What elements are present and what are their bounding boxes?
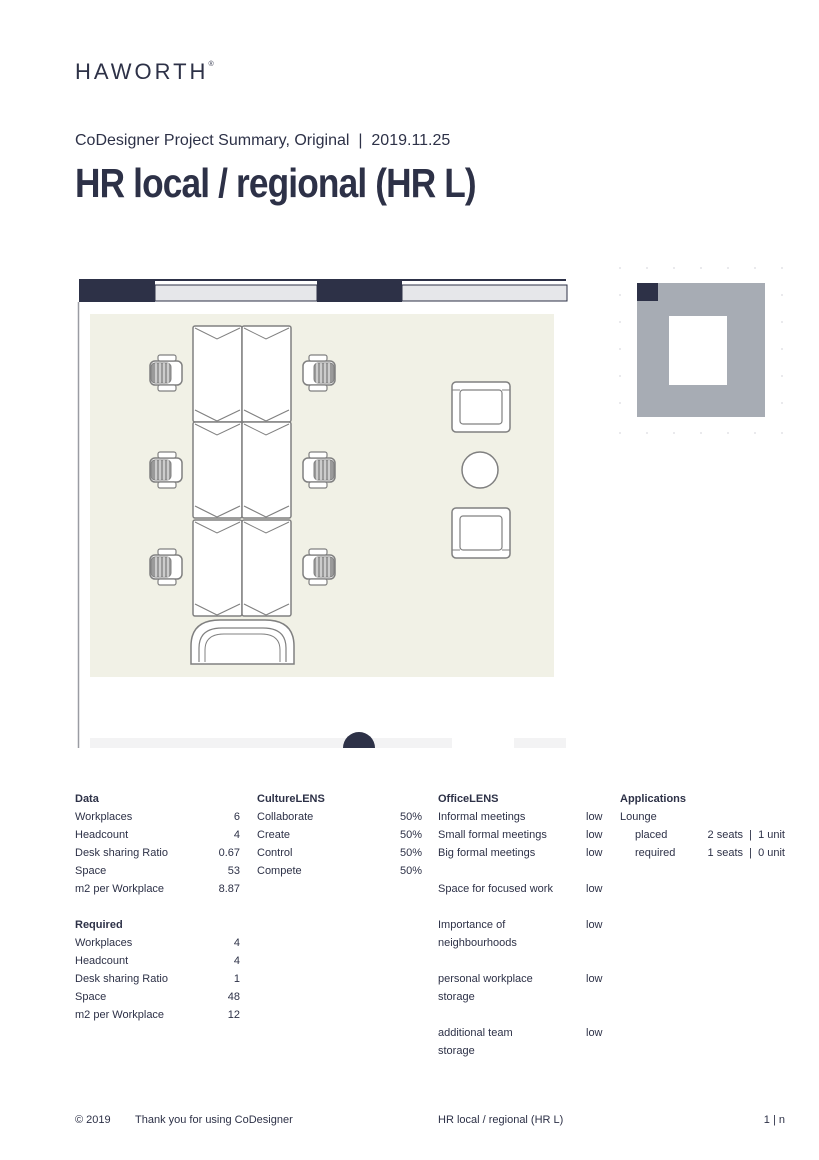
culture-row: Create 50% <box>257 829 422 841</box>
office-chair <box>303 452 335 488</box>
required-row: Desk sharing Ratio 1 <box>75 973 240 985</box>
footer-page-number: 1 | n <box>763 1114 785 1126</box>
desk <box>242 422 291 518</box>
office-row: Informal meetings low <box>438 811 603 823</box>
office-chair <box>303 549 335 585</box>
office-chair <box>303 355 335 391</box>
office-lens-column <box>438 790 604 1060</box>
haworth-logo <box>75 59 214 85</box>
application-category: Lounge <box>620 811 657 823</box>
desk <box>193 422 242 518</box>
floor-plan <box>75 276 570 754</box>
registered-mark: ® <box>208 61 214 68</box>
section-heading: Required <box>75 919 123 931</box>
wall-segment <box>79 280 155 302</box>
section-heading: CultureLENS <box>257 793 325 805</box>
desk <box>193 326 242 422</box>
sofa <box>191 620 294 664</box>
window-segment <box>402 285 567 301</box>
data-row: Headcount 4 <box>75 829 240 841</box>
office-row-continued: storage <box>438 1045 475 1057</box>
footer-thanks: Thank you for using CoDesigner <box>135 1114 293 1126</box>
section-heading: Data <box>75 793 99 805</box>
armchair <box>452 508 510 558</box>
office-chair <box>150 355 182 391</box>
office-row: additional team low <box>438 1027 603 1039</box>
core-area <box>669 316 727 385</box>
window-segment <box>155 285 317 301</box>
required-row: Headcount 4 <box>75 955 240 967</box>
data-row: Workplaces 6 <box>75 811 240 823</box>
culture-row: Collaborate 50% <box>257 811 422 823</box>
desk <box>193 520 242 616</box>
required-row: m2 per Workplace 12 <box>75 1009 240 1021</box>
office-row: personal workplace low <box>438 973 603 985</box>
data-row: Desk sharing Ratio 0.67 <box>75 847 240 859</box>
culture-lens-column <box>257 790 422 880</box>
required-row: Workplaces 4 <box>75 937 240 949</box>
logo-text: HAWORTH <box>75 59 209 84</box>
footer-project: HR local / regional (HR L) <box>438 1114 564 1126</box>
armchair <box>452 382 510 432</box>
office-row: Small formal meetings low <box>438 829 603 841</box>
office-row: Space for focused work low <box>438 883 603 895</box>
section-heading: OfficeLENS <box>438 793 499 805</box>
office-chair <box>150 452 182 488</box>
office-row: Big formal meetings low <box>438 847 603 859</box>
desk <box>242 326 291 422</box>
application-row: placed 2 seats | 1 unit <box>635 829 785 841</box>
project-subtitle: CoDesigner Project Summary, Original | 2019.11.25 <box>75 132 451 149</box>
office-chair <box>150 549 182 585</box>
section-heading: Applications <box>620 793 687 805</box>
office-row-continued: storage <box>438 991 475 1003</box>
office-row: Importance of low <box>438 919 603 931</box>
desk <box>242 520 291 616</box>
footer-copyright: © 2019 <box>75 1114 111 1126</box>
culture-row: Control 50% <box>257 847 422 859</box>
side-table <box>462 452 498 488</box>
application-row: required 1 seats | 0 unit <box>635 847 785 859</box>
applications-column <box>620 790 785 862</box>
current-area-marker <box>637 283 658 301</box>
office-row-continued: neighbourhoods <box>438 937 517 949</box>
wall-segment <box>317 280 402 302</box>
required-row: Space 48 <box>75 991 240 1003</box>
culture-row: Compete 50% <box>257 865 422 877</box>
data-row: Space 53 <box>75 865 240 877</box>
page-title: HR local / regional (HR L) <box>75 160 476 206</box>
mini-map <box>617 265 787 437</box>
data-row: m2 per Workplace 8.87 <box>75 883 240 895</box>
door-marker <box>343 732 375 748</box>
data-column <box>75 790 240 1024</box>
